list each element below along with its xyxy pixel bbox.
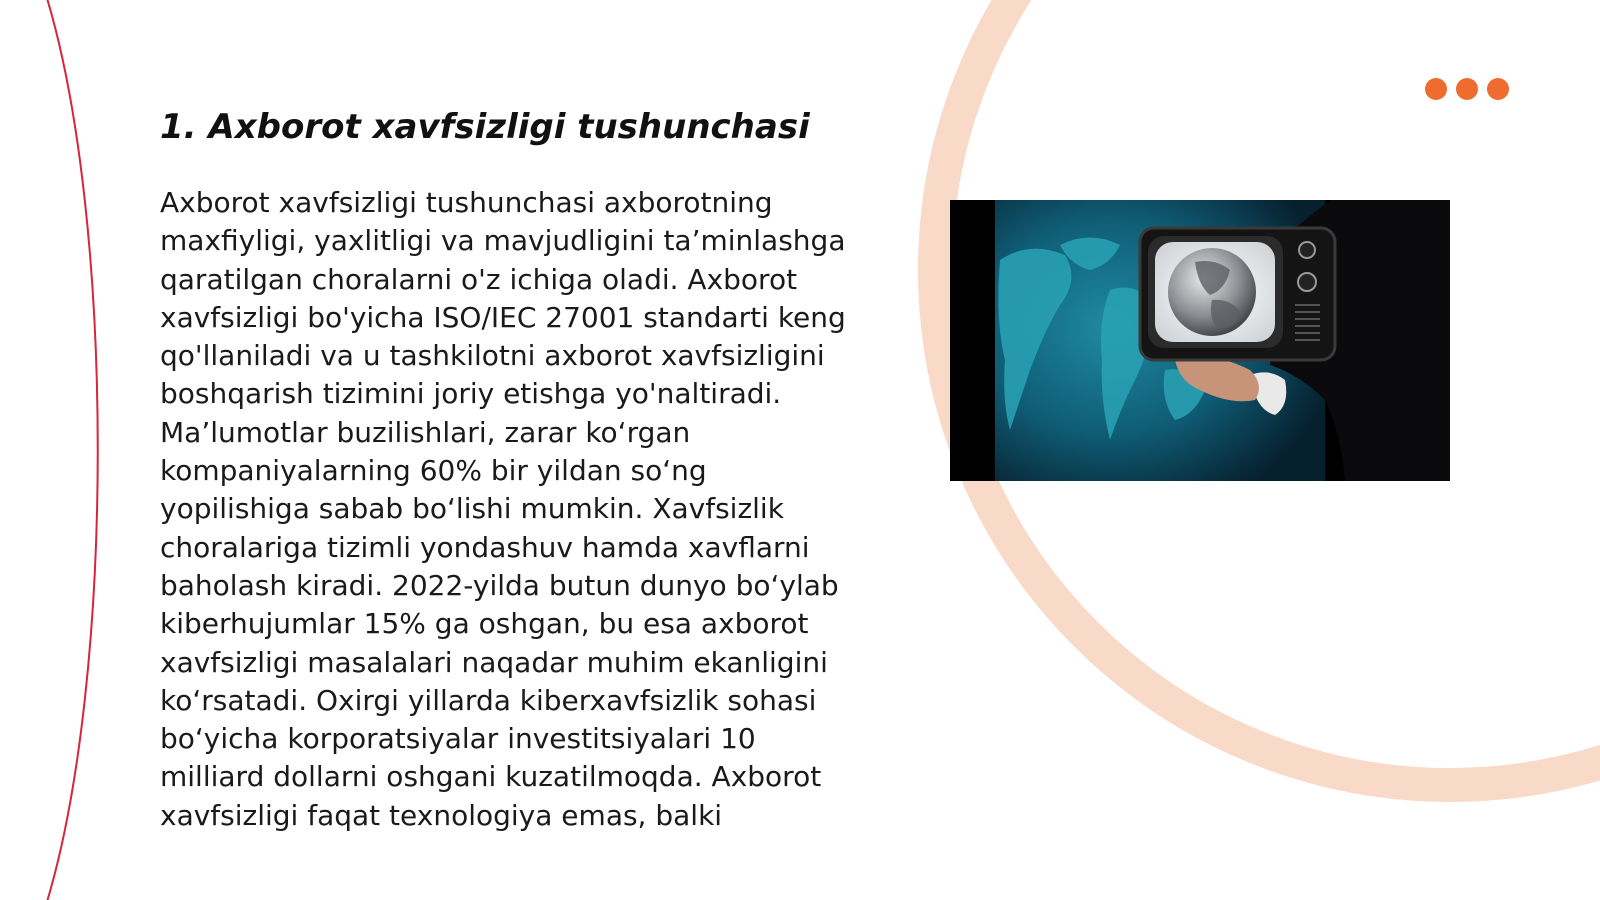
dot-icon — [1456, 78, 1478, 100]
tv-globe-image — [950, 200, 1450, 481]
left-edge-curve — [46, 0, 98, 900]
three-dots-icon — [1425, 78, 1515, 100]
dot-icon — [1425, 78, 1447, 100]
tv-globe-illustration — [950, 200, 1450, 481]
slide-title: 1. Axborot xavfsizligi tushunchasi — [160, 107, 810, 147]
dot-icon — [1487, 78, 1509, 100]
slide-body-text: Axborot xavfsizligi tushunchasi axborotning maxfiyligi, yaxlitligi va mavjudligini ta’minlashga qaratilgan choralarni o'z ichiga oladi. Axborot xavfsizligi bo'yicha ISO/IEC 27001 standarti keng qo'llaniladi va u tashkilotni axborot xavfsizligini boshqarish tizimini joriy etishga yo'naltiradi. Ma’lumotlar buzilishlari, zarar ko‘rgan kompaniyalarning 60% bir yildan so‘ng yopilishiga sabab bo‘lishi mumkin. Xavfsizlik choralariga tizimli yondashuv hamda xavflarni baholash kiradi. 2022-yilda butun dunyo bo‘ylab kiberhujumlar 15% ga oshgan, bu esa axborot xavfsizligi masalalari naqadar muhim ekanligini ko‘rsatadi. Oxirgi yillarda kiberxavfsizlik sohasi bo‘yicha korporatsiyalar investitsiyalari 10 milliard dollarni oshgani kuzatilmoqda. Axborot xavfsizligi faqat texnologiya emas, balki — [160, 186, 846, 832]
